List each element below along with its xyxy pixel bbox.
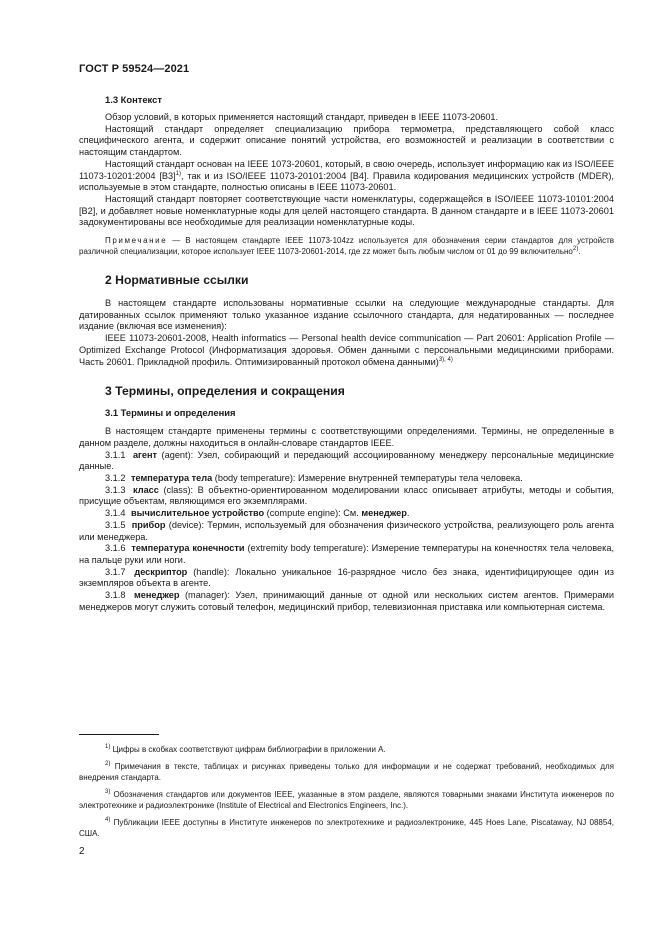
main-content [79,94,614,614]
term: агент [132,449,158,460]
term: вычислительное устройство [131,508,265,519]
footnote: $^{3)}$ Обозначения стандартов или документов IEEE, указанные в этом разделе, являются товарными знаками Института инженеров по электротехнике и радиоэлектронике (Institute of Electrical and Electronics Engineers, Inc.). [79,789,614,810]
term-entry: 3.1.6 температура конечности (extremity body temperature): Измерение температуры на конечностях тела человека, на пальце руки или ноги. [79,543,614,565]
term: температура конечности [131,543,245,554]
normative-reference: IEEE 11073-20601-2008, Health informatics — Personal health device communication — Part 20601: Application Profile — Optimized Exchange Protocol (Информатизация здоровья. Обмен данными с персональными медицинскими приборами. Часть 20601. Прикладной профиль. Оптимизированный протокол обмена данными)$^{3), 4)}$ [79,333,614,367]
note: Примечание — В настоящем стандарте IEEE 11073-104zz используется для обозначения серии стандартов для устройств различной специализации, которое использует IEEE 11073-20601-2014, где zz может быть любым числом от 01 до 99 включительно$^{2)}$. [79,236,614,257]
term-entry: 3.1.5 прибор (device): Термин, используемый для обозначения физического устройства, реализующего роль агента или менеджера. [79,519,614,542]
term-entry: 3.1.2 температура тела (body temperature): Измерение внутренней температуры тела человека. [105,473,523,484]
paragraph: В настоящем стандарте применены термины с соответствующими определениями. Термины, не определенные в данном разделе, должны находиться в онлайн-словаре стандартов IEEE. [79,426,614,448]
term: дескриптор [134,566,188,577]
paragraph: Настоящий стандарт определяет специализацию прибора термометра, представляющего собой класс специфического агента, и содержит описание понятий устройства, его возможностей и реализации в соответствии с настоящим стандартом. [79,123,614,158]
footnote-ref: 1) [175,170,182,177]
footnotes [79,734,614,845]
footnote: $^{2)}$ Примечания в тексте, таблицах и рисунках приведены только для информации и не содержат требований, необходимых для внедрения стандарта. [79,761,614,782]
footnote-ref: 2) [572,246,579,253]
note-label: Примечание [105,236,168,246]
term: прибор [131,519,166,530]
term-entry: 3.1.7 дескриптор (handle): Локально уникальное 16-разрядное число без знака, идентифицирующее один из экземпляров объекта в агенте. [79,566,614,589]
paragraph: Обзор условий, в которых применяется настоящий стандарт, приведен в IEEE 11073-20601. [105,112,499,122]
term: менеджер [133,590,180,601]
term: класс [133,484,159,495]
page-number: 2 [79,846,85,857]
term-reference: менеджер [361,508,407,519]
term: температура тела [131,473,213,484]
paragraph: Настоящий стандарт повторяет соответствующие части номенклатуры, содержащейся в ISO/IEEE 11073-10101:2004 [B2], и добавляет новые номенклатурные коды для целей настоящего стандарта. В данном стандарте и в IEEE 11073-20601 задокументированы все необходимые для реализации номенклатурные коды. [79,193,614,228]
footnote: $^{4)}$ Публикации IEEE доступны в Институте инженеров по электротехнике и радиоэлектронике, 445 Hoes Lane, Piscataway, NJ 08854, США. [79,817,614,838]
footnote-divider [79,734,159,735]
footnote-ref: 3), 4) [438,356,453,363]
term-entry: 3.1.4 вычислительное устройство (compute engine): См. менеджер. [105,508,410,519]
term-entry: 3.1.8 менеджер (manager): Узел, принимающий данные от одной или нескольких систем агентов. Примерами менеджеров могут служить сотовый телефон, медицинский прибор, телевизионная приставка или компьютерная система. [79,590,614,612]
section-3-heading: 3 Термины, определения и сокращения [105,384,345,399]
footnote: $^{1)}$ Цифры в скобках соответствуют цифрам библиографии в приложении А. [105,744,386,754]
paragraph: В настоящем стандарте использованы нормативные ссылки на следующие международные стандарты. Для датированных ссылок применяют только указанное издание ссылочного стандарта, для недатированных — последнее издание (включая все изменения): [79,298,614,332]
document-header: ГОСТ Р 59524—2021 [79,63,190,75]
section-2-heading: 2 Нормативные ссылки [105,273,249,288]
paragraph: Настоящий стандарт основан на IEEE 1073-20601, который, в свою очередь, использует информацию как из ISO/IEEE 11073-10201:2004 $[B3]^{1)}$, так и из ISO/IEEE 11073-20101:2004 [B4]. Правила кодирования медицинских устройств (MDER), используемые в этом стандарте, полностью описаны в IEEE 11073-20601. [79,158,614,193]
term-entry: 3.1.3 класс (class): В объектно-ориентированном моделировании класс описывает атрибуты, методы и события, присущие объектам, являющимся его экземплярами. [79,484,614,507]
section-3-1-heading: 3.1 Термины и определения [105,407,236,419]
term-entry: 3.1.1 агент (agent): Узел, собирающий и передающий ассоциированному менеджеру персональные медицинские данные. [79,449,615,472]
section-1-3-heading: 1.3 Контекст [105,94,162,105]
